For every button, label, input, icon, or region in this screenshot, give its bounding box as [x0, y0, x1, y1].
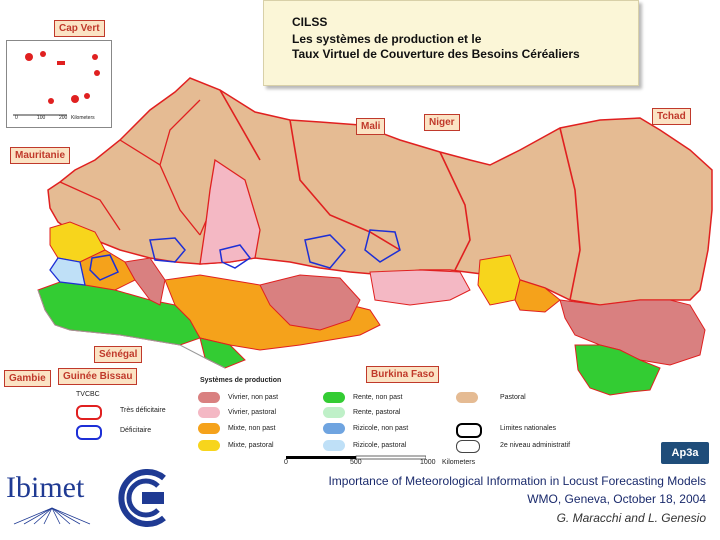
ibimet-rays-icon — [4, 506, 100, 526]
footer-line-3: G. Maracchi and L. Genesio — [556, 511, 706, 525]
legend-swatch-pastoral — [456, 392, 478, 403]
legend-swatch-mixte-nonpast — [198, 423, 220, 434]
inset-scale-0: 0 — [15, 115, 18, 121]
cnr-logo — [108, 468, 182, 528]
label-gambie: Gambie — [4, 370, 51, 387]
legend-deficitaire: Déficitaire — [120, 427, 152, 434]
title-box — [263, 0, 639, 86]
tres-deficitaire-swatch — [76, 405, 102, 420]
ap3a-logo: Ap3a — [661, 442, 709, 464]
legend-item-label: Mixte, non past — [228, 425, 276, 432]
deficitaire-swatch — [76, 425, 102, 440]
label-niger: Niger — [424, 114, 460, 131]
ibimet-wordmark: Ibimet — [6, 471, 85, 504]
title-line-1: CILSS — [292, 15, 328, 29]
legend-swatch-mixte-pastoral — [198, 440, 220, 451]
label-burkina-faso: Burkina Faso — [366, 366, 439, 383]
legend-swatch-limites-nationales — [456, 423, 482, 438]
legend-swatch-rizicole-nonpast — [323, 423, 345, 434]
legend-item-label: Rizicole, pastoral — [353, 442, 407, 449]
inset-scale-100: 100 — [37, 115, 46, 121]
scale-tick-0: 0 — [284, 459, 288, 466]
legend-swatch-vivrier-pastoral — [198, 407, 220, 418]
legend-item-label: Mixte, pastoral — [228, 442, 274, 449]
legend-item-label: Limites nationales — [500, 425, 557, 432]
legend-swatch-rente-nonpast — [323, 392, 345, 403]
legend-item-label: Vivrier, non past — [228, 394, 279, 401]
ibimet-logo — [4, 470, 100, 528]
inset-scale-200: 200 — [59, 115, 68, 121]
label-senegal: Sénégal — [94, 346, 142, 363]
cap-vert-inset — [6, 40, 112, 128]
legend-item-label: Pastoral — [500, 394, 526, 401]
title-line-2: Les systèmes de production et le — [292, 32, 482, 46]
legend-swatch-vivrier-nonpast — [198, 392, 220, 403]
footer-line-2: WMO, Geneva, October 18, 2004 — [527, 492, 706, 506]
inset-scale-unit: Kilometers — [71, 115, 95, 121]
scale-tick-500: 500 — [350, 459, 362, 466]
scale-unit: Kilometers — [442, 459, 476, 466]
scale-tick-1000: 1000 — [420, 459, 436, 466]
rizicole-pastoral-zone — [50, 258, 85, 285]
cnr-emblem-icon — [108, 468, 182, 528]
legend-item-label: 2e niveau administratif — [500, 442, 571, 449]
label-mauritanie: Mauritanie — [10, 147, 70, 164]
legend-swatch-rente-pastoral — [323, 407, 345, 418]
label-cap-vert: Cap Vert — [54, 20, 105, 37]
legend-item-label: Vivrier, pastoral — [228, 409, 277, 416]
label-mali: Mali — [356, 118, 385, 135]
legend-swatch-rizicole-pastoral — [323, 440, 345, 451]
legend-swatch-admin-level2 — [456, 440, 480, 453]
legend-item-label: Rizicole, non past — [353, 425, 409, 432]
legend-item-label: Rente, pastoral — [353, 409, 401, 416]
label-guinee-bissau: Guinée Bissau — [58, 368, 137, 385]
vivrier-pastoral-zone-niger — [370, 270, 470, 305]
legend-tres-deficitaire: Très déficitaire — [120, 407, 166, 414]
legend-tvcbc: TVCBC — [76, 391, 100, 398]
legend-item-label: Rente, non past — [353, 394, 403, 401]
label-tchad: Tchad — [652, 108, 691, 125]
legend-heading: Systèmes de production — [200, 377, 282, 384]
footer-line-1: Importance of Meteorological Information in Locust Forecasting Models — [328, 474, 706, 488]
title-line-3: Taux Virtuel de Couverture des Besoins Céréaliers — [292, 47, 580, 61]
